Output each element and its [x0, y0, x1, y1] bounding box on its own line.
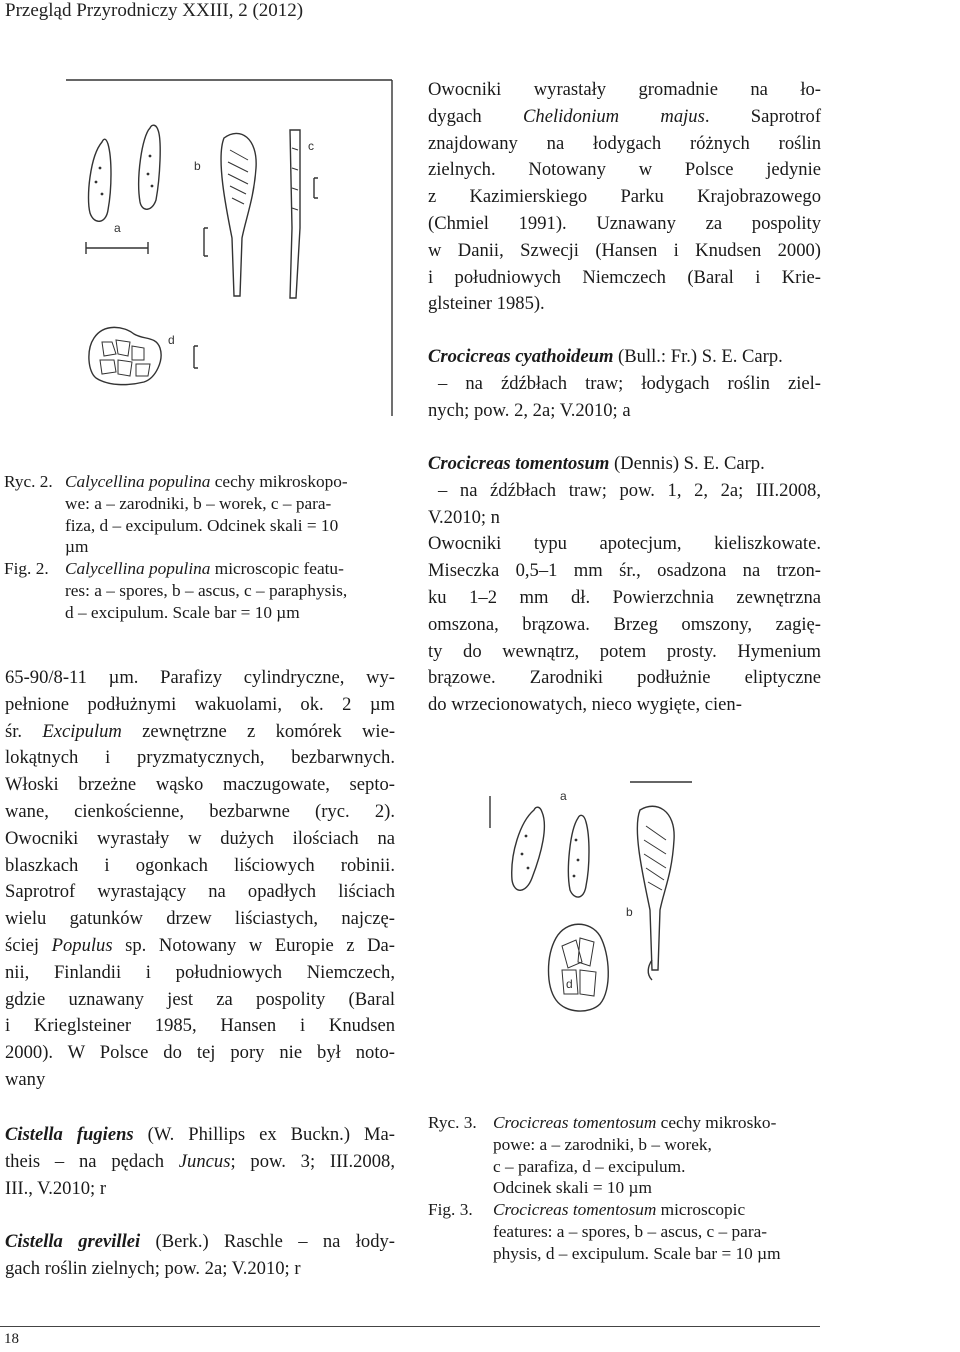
entry-cistella-fugiens: Cistella fugiens (W. Phillips ex Buckn.) Ma- theis – na pędach Juncus; pow. 3; III.2008, III., V.2010; r	[5, 1124, 395, 1199]
figure-3-label-d: d	[566, 977, 573, 991]
figure-2-drawing	[64, 78, 394, 418]
figure-2-label-b: b	[194, 159, 201, 173]
figure-2-label-a: a	[114, 221, 121, 235]
figure-2-svg	[64, 78, 394, 418]
caption-pl-species: Crocicreas tomentosum	[493, 1113, 657, 1132]
entry-crocicreas-cyathoideum: Crocicreas cyathoideum (Bull.: Fr.) S. E. Carp. – na źdźbłach traw; łodygach roślin ziel- nych; pow. 2, 2a; V.2010; a	[428, 346, 821, 421]
spore-a2-shape	[139, 125, 160, 209]
caption-pl-number: Ryc. 2.	[4, 472, 53, 491]
species-name: Cistella fugiens	[5, 1124, 134, 1145]
figure-2-label-c: c	[308, 139, 314, 153]
spore-a1-shape	[512, 807, 545, 890]
spore-a2-shape	[568, 815, 589, 897]
left-column-text	[5, 665, 395, 1094]
spore-a1-shape	[89, 139, 112, 221]
caption-pl-number: Ryc. 3.	[428, 1113, 477, 1132]
figure-3-label-b: b	[626, 905, 633, 919]
paragraph-chelidonium: Owocniki wyrastały gromadnie na ło- dygach Chelidonium majus. Saprotrof znajdowany na łodygach różnych roślin zielnych. Notowany w Polsce jedynie z Kazimierskiego Parku Krajobrazowego (Chmiel 1991). Uznawany za pospolity w Danii, Szwecji (Hansen i Knudsen 2000) i południowych Niemczech (Baral i Krie- glsteiner 1985).	[428, 79, 822, 315]
right-column-text-top	[428, 77, 821, 318]
figure-2-caption: Ryc. 2. Calycellina populina cechy mikroskopo- we: a – zarodniki, b – worek, c – para- fiza, d – excipulum. Odcinek skali = 10 µm Fig. 2. Calycellina populina microscopic featu- res: a – spores, b – ascus, c – paraphysis, d – excipulum. Scale bar = 10 µm	[4, 472, 348, 622]
footer-rule	[0, 1326, 820, 1327]
caption-en-species: Calycellina populina	[65, 559, 211, 579]
figure-2-label-d: d	[168, 333, 175, 347]
species-name: Cistella grevillei	[5, 1231, 141, 1252]
species-name: Crocicreas cyathoideum	[428, 346, 614, 367]
ascus-b-shape	[637, 806, 674, 970]
figure-3-caption: Ryc. 3. Crocicreas tomentosum cechy mikrosko- powe: a – zarodniki, b – worek, c – parafiza, d – excipulum. Odcinek skali = 10 µm Fig. 3. Crocicreas tomentosum microscopic features: a – spores, b – ascus, c – para- physis, d – excipulum. Scale bar = 10 µm	[428, 1113, 781, 1263]
caption-en-number: Fig. 3.	[428, 1200, 473, 1220]
journal-header: Przegląd Przyrodniczy XXIII, 2 (2012)	[5, 0, 304, 21]
paraphysis-c-shape	[290, 130, 300, 298]
caption-en-number: Fig. 2.	[4, 559, 49, 579]
entry-crocicreas-tomentosum: Crocicreas tomentosum (Dennis) S. E. Carp. – na źdźbłach traw; pow. 1, 2, 2a; III.2008, V.2010; n Owocniki typu apotecjum, kieliszkowate. Miseczka 0,5–1 mm śr., osadzona na trzon- ku 1–2 mm dł. Powierzchnia zewnętrzna omszona, brązowa. Brzeg omszony, zagię- ty do wewnątrz, potem prosty. Hymenium brązowe. Zarodniki podłużnie eliptyczne do wrzecionowatych, nieco wygięte, cien-	[428, 453, 821, 716]
figure-3-svg	[470, 770, 730, 1080]
bracket-c	[314, 178, 318, 198]
figure-3-label-a: a	[560, 789, 567, 803]
entry-cistella-grevillei: Cistella grevillei (Berk.) Raschle – na łody- gach roślin zielnych; pow. 2a; V.2010; r	[5, 1231, 395, 1279]
excipulum-d-shape	[549, 924, 609, 1011]
bracket-b	[204, 228, 208, 256]
figure-3-drawing	[470, 770, 730, 1080]
bracket-d	[194, 346, 198, 368]
excipulum-d-shape	[89, 327, 161, 384]
species-name: Crocicreas tomentosum	[428, 453, 610, 474]
paragraph-calycellina-description: 65-90/8-11 µm. Parafizy cylindryczne, wy- pełnione podłużnymi wakuolami, ok. 2 µm śr. Excipulum zewnętrzne z komórek wie- lokątnych i pryzmatycznych, bezbarwnych. Włoski brzeżne wąsko maczugowate, septo- wane, cienkościenne, bezbarwne (ryc. 2). Owocniki wyrastały w dużych ilościach na blaszkach i ogonkach liściowych robinii. Saprotrof wyrastający na opadłych liściach wielu gatunków drzew liściastych, najczę- ściej Populus sp. Notowany w Europie z Da- nii, Finlandii i południowych Niemczech, gdzie uznawany jest za pospolity (Baral i Krieglsteiner 1985, Hansen i Knudsen 2000). W Polsce do tej pory nie był noto- wany	[5, 667, 396, 1090]
caption-en-species: Crocicreas tomentosum	[493, 1200, 657, 1220]
ascus-b-shape	[221, 133, 256, 296]
caption-pl-species: Calycellina populina	[65, 472, 211, 491]
page-number: 18	[4, 1331, 19, 1347]
